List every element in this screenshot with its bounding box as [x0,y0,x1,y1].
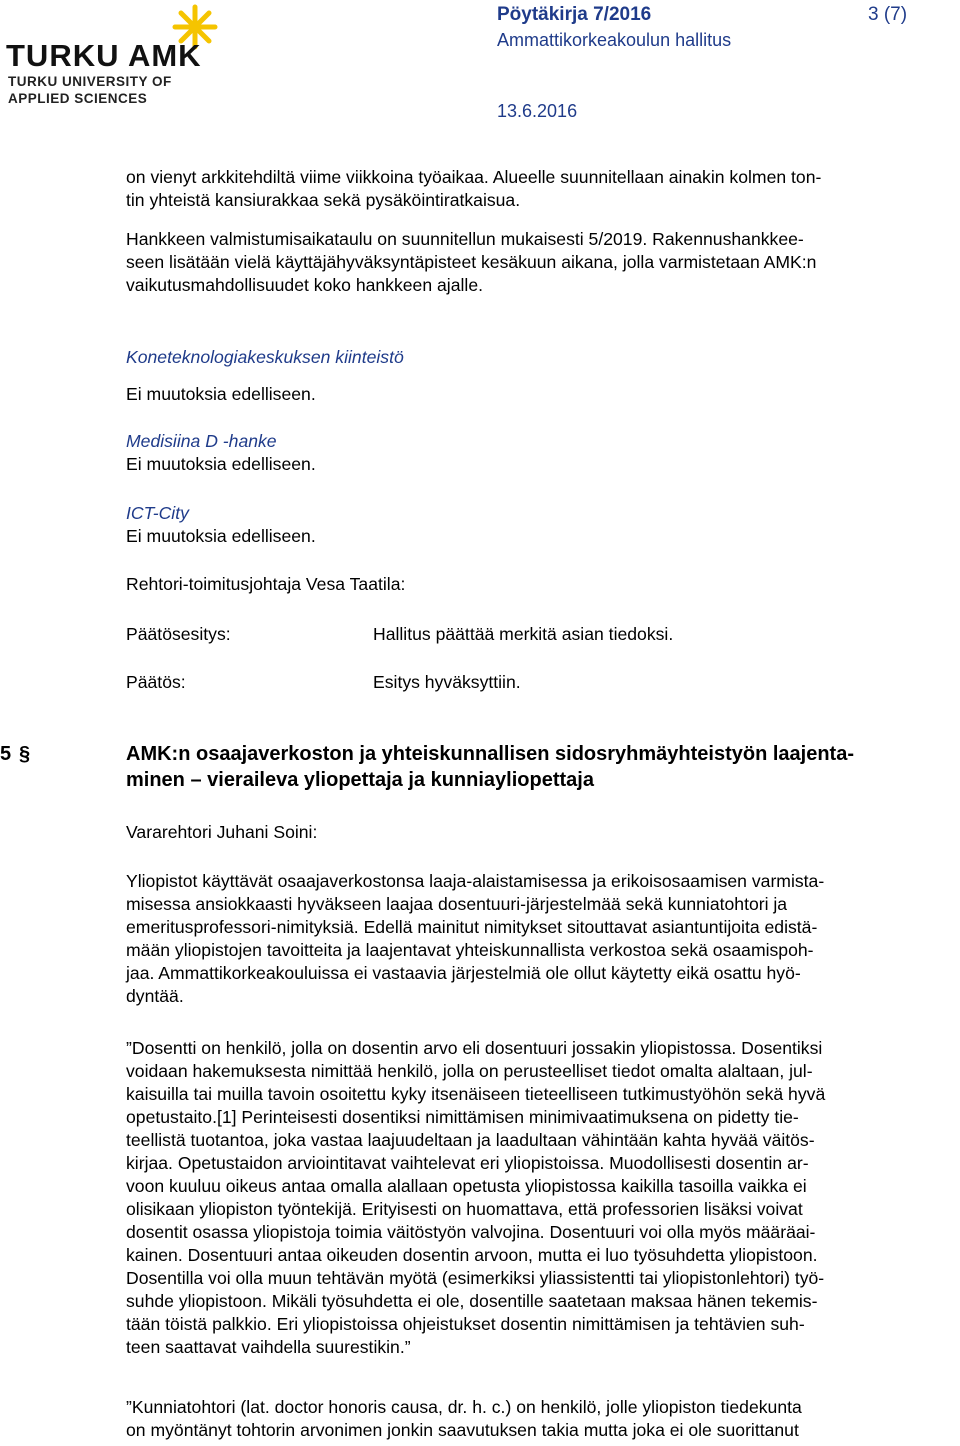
project-text: Ei muutoksia edelliseen. [126,384,316,404]
project-text: Ei muutoksia edelliseen. [126,454,316,474]
text-line: mään yliopistojen tavoitteita ja laajentavat yhteiskunnallista verkostoa sekä osaamispoh- [126,940,814,960]
text-line: ”Dosentti on henkilö, jolla on dosentin arvo eli dosentuuri jossakin yliopistossa. Dosentiksi [126,1038,823,1058]
text-line: Dosentilla voi olla muun tehtävän myötä (esimerkiksi yliassistentti tai yliopistonlehtori) työ- [126,1268,825,1288]
intro-line: vaikutusmahdollisuudet koko hankkeen ajalle. [126,275,483,295]
text-line: misessa ansiokkaasti hyväkseen laajaa dosentuuri-järjestelmää sekä kunniatohtori ja [126,894,788,914]
text-line: jaa. Ammattikorkeakouluissa ei vastaavia järjestelmiä ole ollut käytetty eikä osattu hyö- [126,963,801,983]
logo [0,0,230,110]
text-line: teellistä tuotantoa, joka vastaa laajuudeltaan ja laadultaan vähintään kahta hyvää väitös- [126,1130,815,1150]
text-line: kainen. Dosentuuri antaa oikeuden dosentin arvoon, mutta ei luo työsuhdetta yliopistoon. [126,1245,818,1265]
decision-text: Esitys hyväksyttiin. [373,672,521,692]
text-line: dosentit osassa yliopistoja toimia väitöstyön valvojina. Dosentuuri voi olla myös määräai- [126,1222,816,1242]
text-line: suhde yliopistoon. Mikäli työsuhdetta ei ole, dosentille saatetaan maksaa hänen tekemis- [126,1291,818,1311]
text-line: dyntää. [126,986,184,1006]
section-symbol: § [19,743,31,765]
section-title: AMK:n osaajaverkoston ja yhteiskunnallisen sidosryhmäyhteistyön laajenta- [126,743,854,765]
doc-title: Pöytäkirja 7/2016 [497,4,652,25]
proposal-label: Päätösesitys: [126,624,231,644]
text-line: tään töistä palkkio. Eri yliopistoissa ohjeistukset dosentin nimittämisen ja tehtävien suh- [126,1314,805,1334]
proposal-text: Hallitus päättää merkitä asian tiedoksi. [373,624,674,644]
text-line: teen saattavat vaihdella suurestikin.” [126,1337,411,1357]
logo-subtitle-2: APPLIED SCIENCES [8,91,148,106]
intro-line: seen lisätään vielä käyttäjähyväksyntäpisteet kesäkuun aikana, jolla varmistetaan AMK:n [126,252,817,272]
project-title: ICT-City [126,503,189,523]
text-line: olisikaan yliopiston työntekijä. Erityisesti on huomattava, että professorien lisäksi voivat [126,1199,803,1219]
text-line: on myöntänyt tohtorin arvonimen jonkin saavutuksen takia mutta joka ei ole suorittanut [126,1420,799,1440]
project-title: Koneteknologiakeskuksen kiinteistö [126,347,404,367]
project-title: Medisiina D -hanke [126,431,277,451]
page-number: 3 (7) [868,4,908,25]
decision-label: Päätös: [126,672,186,692]
presenter: Vararehtori Juhani Soini: [126,822,318,842]
intro-line: Hankkeen valmistumisaikataulu on suunnitellun mukaisesti 5/2019. Rakennushankkee- [126,229,804,249]
text-line: kirjaa. Opetustaidon arviointitavat vaihtelevat eri yliopistoissa. Muodollisesti dosentin ar- [126,1153,809,1173]
doc-date: 13.6.2016 [497,101,578,121]
rector-heading: Rehtori-toimitusjohtaja Vesa Taatila: [126,574,406,594]
text-line: Yliopistot käyttävät osaajaverkostonsa laaja-alaistamisessa ja erikoisosaamisen varmista- [126,871,825,891]
text-line: ”Kunniatohtori (lat. doctor honoris causa, dr. h. c.) on henkilö, jolle yliopiston tiedekunta [126,1397,802,1417]
text-line: voon kuuluu oikeus antaa omalla alallaan opetusta yliopistossa kaikilla tasoilla vaikka ei [126,1176,807,1196]
intro-line: on vienyt arkkitehdiltä viime viikkoina työaikaa. Alueelle suunnitellaan ainakin kolmen ton- [126,167,822,187]
logo-text: TURKU AMK [6,38,202,73]
project-text: Ei muutoksia edelliseen. [126,526,316,546]
text-line: voidaan hakemuksesta nimittää henkilö, jolla on perusteelliset tiedot omalta alaltaan, jul- [126,1061,813,1081]
text-line: emeritusprofessori-nimityksiä. Edellä mainitut nimitykset sitouttavat asiantuntijoita edistä- [126,917,818,937]
section-number: 5 [0,743,12,765]
section-title: minen – vieraileva yliopettaja ja kunniayliopettaja [126,769,594,791]
text-line: kaisuilla tai muilla tavoin osoitettu kyky itsenäiseen tieteelliseen tutkimustyöhön sekä hyvä [126,1084,826,1104]
text-line: opetustaito.[1] Perinteisesti dosentiksi nimittämisen minimivaatimuksena on pidetty tie- [126,1107,799,1127]
intro-line: tin yhteistä kansiurakkaa sekä pysäköintiratkaisua. [126,190,521,210]
logo-subtitle-1: TURKU UNIVERSITY OF [8,74,172,89]
organization: Ammattikorkeakoulun hallitus [497,30,732,50]
